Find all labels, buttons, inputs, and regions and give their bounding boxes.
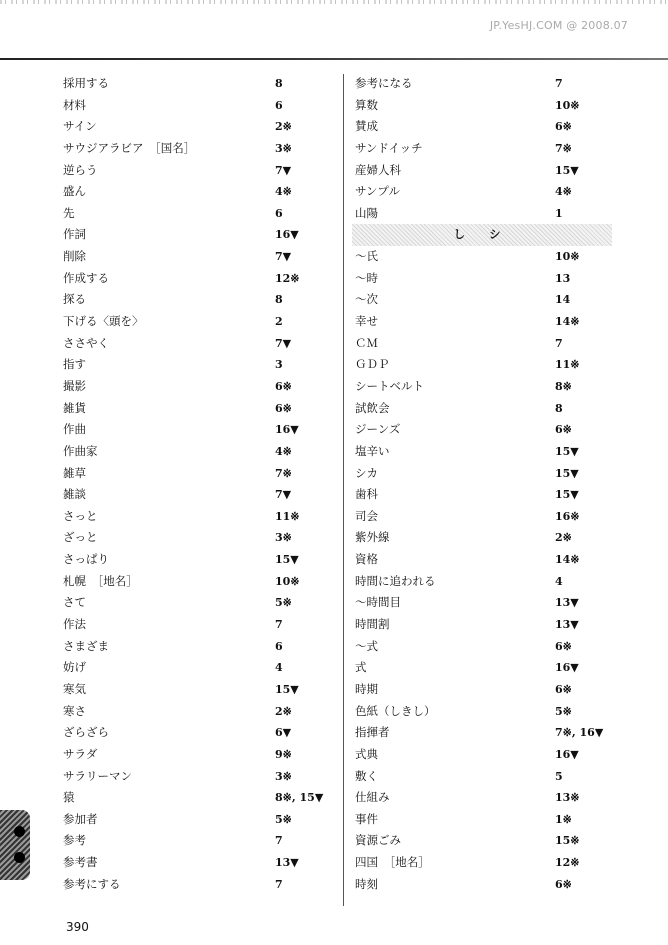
entry-term: 参考になる [355,76,413,90]
index-entry [63,787,343,809]
index-entry [63,571,343,593]
index-entry [355,787,655,809]
entry-term: 採用する [63,76,109,90]
entry-reference: 8 [275,77,283,90]
entry-term: サラリーマン [63,768,132,783]
entry-term: 時刻 [355,876,378,891]
page-number: 390 [66,920,89,934]
index-entry [63,181,343,203]
entry-reference: 6 [275,639,283,653]
entry-reference: 7▼ [275,488,292,502]
entry-term: ～時間目 [355,595,401,610]
entry-term: 撮影 [63,378,86,393]
index-entry [355,268,655,290]
index-entry [63,830,343,852]
index-entry [63,506,343,528]
index-entry [355,181,655,203]
entry-reference: 6 [275,206,283,220]
entry-term: サウジアラビア ［国名］ [63,140,196,155]
entry-reference: 5※ [275,812,292,826]
index-entry [355,592,655,614]
entry-term: 削除 [63,249,86,264]
entry-reference: 1 [555,206,563,220]
entry-reference: 16▼ [555,747,579,761]
entry-term: サンドイッチ [355,140,423,155]
entry-reference: 12※ [275,271,300,285]
index-entry [355,527,655,549]
entry-reference: 15▼ [555,488,579,502]
entry-term: サラダ [63,746,98,761]
entry-reference: 16▼ [275,423,299,437]
entry-term: 算数 [355,97,378,112]
index-entry [355,484,655,506]
entry-reference: 15▼ [275,553,299,567]
entry-reference: 6※ [555,120,572,134]
entry-reference: 12※ [555,856,580,870]
entry-reference: 15▼ [275,682,299,696]
index-entry [355,657,655,679]
entry-reference: 11※ [275,509,300,523]
index-entry [63,722,343,744]
entry-reference: 16▼ [555,661,579,675]
entry-reference: 15▼ [555,163,579,177]
entry-term: ジーンズ [355,422,401,437]
entry-reference: 5※ [275,596,292,610]
entry-reference: 10※ [555,98,580,112]
entry-term: 作法 [63,617,86,632]
entry-reference: 7 [275,618,283,632]
column-divider [343,74,344,906]
entry-term: 逆らう [63,162,98,177]
index-entry [355,160,655,182]
index-entry [355,95,655,117]
index-entry [63,809,343,831]
index-entry [63,311,343,333]
index-entry [63,138,343,160]
entry-reference: 6※ [275,379,292,393]
entry-reference: 15※ [555,834,580,848]
entry-reference: 11※ [555,358,580,372]
index-entry [355,311,655,333]
thumb-index-tab [0,810,30,880]
index-entry [63,766,343,788]
index-column-right [355,73,655,895]
section-header-shi: し シ [352,224,612,246]
entry-term: ＣＭ [355,335,378,350]
entry-reference: 7 [275,834,283,848]
entry-reference: 7▼ [275,163,292,177]
entry-term: 敷く [355,768,378,783]
entry-reference: 7※ [555,141,572,155]
entry-reference: 6※ [555,682,572,696]
index-entry [355,333,655,355]
index-entry [355,701,655,723]
index-entry [355,766,655,788]
tab-mark-icon [14,826,25,837]
entry-reference: 6※ [555,423,572,437]
index-entry [355,138,655,160]
index-column-left [63,73,343,895]
entry-term: 雑草 [63,465,86,480]
index-entry [355,722,655,744]
index-entry [63,289,343,311]
entry-term: 式典 [355,746,378,761]
entry-term: ～式 [355,638,378,653]
entry-term: 作曲家 [63,443,98,458]
entry-reference: 2 [275,315,283,329]
entry-term: 寒気 [63,681,86,696]
index-entry [63,376,343,398]
entry-term: 作曲 [63,422,86,437]
entry-term: 寒さ [63,703,86,718]
index-entry [63,549,343,571]
entry-term: 事件 [355,811,378,826]
index-entry [63,354,343,376]
index-entry [63,701,343,723]
entry-term: 雑貨 [63,400,86,415]
entry-term: 指揮者 [355,725,390,740]
index-entry [63,224,343,246]
entry-term: シートベルト [355,378,424,393]
entry-reference: 16※ [555,509,580,523]
index-entry [63,614,343,636]
index-entry [63,268,343,290]
entry-term: ～次 [355,292,378,307]
entry-reference: 13 [555,271,571,285]
index-entry [355,636,655,658]
entry-reference: 4※ [275,444,292,458]
entry-reference: 3 [275,358,283,372]
entry-term: さまざま [63,638,109,653]
entry-term: ～時 [355,270,378,285]
entry-term: ささやく [63,335,109,350]
entry-reference: 8 [275,293,283,307]
entry-term: 歯科 [355,487,378,502]
entry-reference: 14※ [555,553,580,567]
entry-term: 賛成 [355,119,378,134]
entry-term: 産婦人科 [355,162,401,177]
entry-term: 先 [63,205,75,220]
index-entry [355,354,655,376]
header-rule [0,58,668,60]
entry-reference: 8※, 15▼ [275,791,324,805]
entry-reference: 13▼ [555,618,579,632]
entry-reference: 10※ [555,250,580,264]
entry-term: ～氏 [355,249,378,264]
index-entry [63,73,343,95]
entry-term: 仕組み [355,790,390,805]
index-entry [63,874,343,896]
entry-term: 山陽 [355,205,378,220]
entry-reference: 4 [555,574,563,588]
entry-reference: 4※ [275,185,292,199]
entry-reference: 3※ [275,531,292,545]
entry-term: 資格 [355,552,378,567]
index-entry [63,419,343,441]
entry-term: 時間割 [355,617,390,632]
entry-term: サイン [63,119,97,134]
scan-noise-strip [0,0,668,4]
entry-reference: 7※, 16▼ [555,726,604,740]
index-entry [63,333,343,355]
index-entry [63,246,343,268]
entry-term: 幸せ [355,314,378,329]
entry-term: 雑談 [63,487,86,502]
entry-reference: 6 [275,98,283,112]
entry-term: 色紙（しきし） [355,703,436,718]
entry-reference: 2※ [275,704,292,718]
entry-term: 資源ごみ [355,833,401,848]
entry-reference: 8※ [555,379,572,393]
index-entry [355,73,655,95]
entry-reference: 2※ [555,531,572,545]
index-entry [355,463,655,485]
entry-term: ＧＤＰ [355,357,390,372]
entry-reference: 6※ [555,877,572,891]
entry-term: 参考書 [63,855,98,870]
entry-term: 盛ん [63,184,86,199]
entry-reference: 9※ [275,747,292,761]
index-entry [355,614,655,636]
index-entry [355,419,655,441]
entry-term: 探る [63,292,86,307]
entry-reference: 4 [275,661,283,675]
entry-term: 下げる〈頭を〉 [63,314,144,329]
entry-term: さっぱり [63,552,109,567]
index-entry [355,441,655,463]
entry-reference: 13▼ [555,596,579,610]
watermark: JP.YesHJ.COM @ 2008.07 [489,19,628,32]
entry-reference: 4※ [555,185,572,199]
index-entry [63,441,343,463]
entry-term: 時期 [355,681,378,696]
entry-term: 紫外線 [355,530,390,545]
index-entry [355,203,655,225]
entry-term: 式 [355,660,367,675]
entry-term: 四国 ［地名］ [355,855,430,870]
entry-reference: 16▼ [275,228,299,242]
index-entry [63,592,343,614]
entry-reference: 3※ [275,769,292,783]
entry-reference: 7▼ [275,250,292,264]
index-entry [63,636,343,658]
entry-reference: 8 [555,401,563,415]
entry-term: 試飲会 [355,400,390,415]
entry-term: 参考にする [63,876,121,891]
index-entry [355,289,655,311]
index-entry [63,203,343,225]
entry-term: さて [63,595,86,610]
index-entry [355,571,655,593]
entry-term: 猿 [63,790,75,805]
entry-term: シカ [355,465,378,480]
entry-reference: 1※ [555,812,572,826]
entry-reference: 14 [555,293,571,307]
entry-term: 材料 [63,97,86,112]
index-entry [355,398,655,420]
entry-reference: 15▼ [555,466,579,480]
entry-term: 作成する [63,270,109,285]
entry-term: 参加者 [63,811,98,826]
index-entry [63,95,343,117]
index-entry [355,376,655,398]
entry-reference: 6※ [275,401,292,415]
index-entry [355,852,655,874]
tab-mark-icon [14,852,25,863]
entry-term: 時間に追われる [355,573,436,588]
entry-term: 札幌 ［地名］ [63,573,138,588]
entry-reference: 7 [555,336,563,350]
index-entry [63,679,343,701]
index-entry [63,398,343,420]
entry-reference: 15▼ [555,444,579,458]
index-entry [63,160,343,182]
index-entry [355,744,655,766]
entry-reference: 14※ [555,315,580,329]
entry-reference: 5 [555,769,563,783]
entry-term: 参考 [63,833,86,848]
entry-term: さっと [63,508,98,523]
index-entry [63,527,343,549]
index-entry [63,116,343,138]
index-entry [355,830,655,852]
index-entry [355,116,655,138]
entry-reference: 6▼ [275,726,292,740]
index-entry [63,484,343,506]
index-entry [63,657,343,679]
index-entry [63,463,343,485]
entry-term: 司会 [355,508,378,523]
entry-reference: 13▼ [275,856,299,870]
entry-reference: 7▼ [275,336,292,350]
entry-term: 作詞 [63,227,86,242]
entry-term: ざっと [63,530,98,545]
entry-term: ざらざら [63,725,109,740]
index-entry [355,506,655,528]
entry-term: サンプル [355,184,400,199]
entry-reference: 7 [275,877,283,891]
index-entry [355,679,655,701]
entry-reference: 2※ [275,120,292,134]
entry-reference: 10※ [275,574,300,588]
entry-reference: 7 [555,77,563,90]
index-entry [63,744,343,766]
entry-reference: 5※ [555,704,572,718]
index-entry [63,852,343,874]
index-entry [355,549,655,571]
entry-reference: 13※ [555,791,580,805]
entry-term: 指す [63,357,86,372]
index-entry [355,874,655,896]
entry-reference: 3※ [275,141,292,155]
entry-term: 塩辛い [355,443,390,458]
index-entry [355,246,655,268]
entry-term: 妨げ [63,660,86,675]
entry-reference: 6※ [555,639,572,653]
index-entry [355,809,655,831]
entry-reference: 7※ [275,466,292,480]
